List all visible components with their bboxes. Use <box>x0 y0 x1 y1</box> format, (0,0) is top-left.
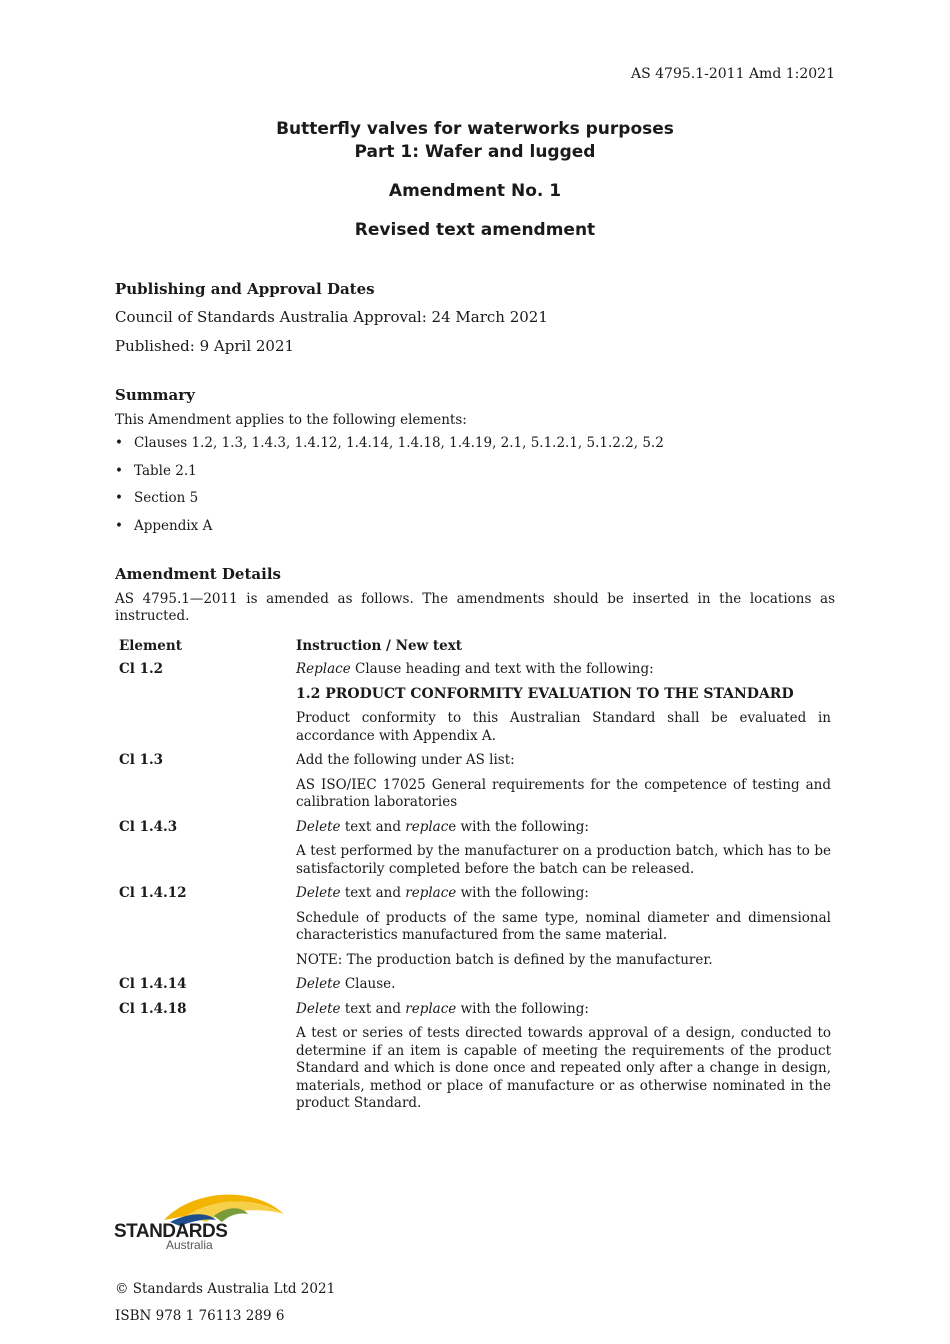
amendment-type: Revised text amendment <box>354 220 596 240</box>
new-text: Product conformity to this Australian Standard shall be evaluated in accordance with Appendix A. <box>296 710 831 744</box>
table-row <box>115 885 835 976</box>
amendment-number: Amendment No. 1 <box>388 181 562 201</box>
summary-section <box>115 386 835 536</box>
instruction-cell <box>296 885 835 976</box>
instruction-text: Replace Clause heading and text with the following: <box>296 661 654 677</box>
copyright-notice: © Standards Australia Ltd 2021 <box>115 1281 336 1297</box>
instruction-text: Add the following under AS list: <box>296 752 515 768</box>
new-text: A test or series of tests directed towards approval of a design, conducted to determine if an item is capable of meeting the requirements of the product Standard and which is done once and repeated only after a change in design, materials, method or place of manufacture or as otherwise nominated in the product Standard. <box>296 1025 831 1111</box>
list-item: • Appendix A <box>115 517 213 534</box>
instruction-cell <box>296 976 835 1001</box>
table-row <box>115 1001 835 1120</box>
table-row <box>115 976 835 1001</box>
bullet-icon: • <box>115 435 123 451</box>
column-header-element: Element <box>119 637 182 654</box>
instruction-cell <box>296 819 835 886</box>
list-item: • Table 2.1 <box>115 462 197 479</box>
isbn-number: ISBN 978 1 76113 289 6 <box>115 1308 285 1324</box>
document-reference: AS 4795.1-2011 Amd 1:2021 <box>631 66 835 82</box>
published-date: Published: 9 April 2021 <box>115 337 295 355</box>
dates-heading: Publishing and Approval Dates <box>115 280 375 298</box>
summary-intro: This Amendment applies to the following elements: <box>115 412 467 428</box>
new-clause-heading: 1.2 PRODUCT CONFORMITY EVALUATION TO THE STANDARD <box>296 685 794 702</box>
logo-wordmark: STANDARDS <box>114 1221 228 1242</box>
standards-australia-logo <box>114 1188 286 1252</box>
instruction-cell <box>296 661 835 752</box>
new-text: AS ISO/IEC 17025 General requirements for the competence of testing and calibration laboratories <box>296 776 831 810</box>
instruction-text: Delete text and replace with the following: <box>296 818 589 835</box>
details-intro: AS 4795.1—2011 is amended as follows. The amendments should be inserted in the locations as instructed. <box>115 590 835 624</box>
bullet-icon: • <box>115 462 123 479</box>
element-cell: Cl 1.4.12 <box>119 885 187 901</box>
instruction-text: Delete Clause. <box>296 976 396 992</box>
new-text: Schedule of products of the same type, nominal diameter and dimensional characteristics manufactured from the same material. <box>296 909 831 943</box>
instruction-text: Delete text and replace with the following: <box>296 885 589 901</box>
instruction-text: Delete text and replace with the following: <box>296 1000 589 1017</box>
dates-section <box>115 280 835 356</box>
title-line-2: Part 1: Wafer and lugged <box>354 142 596 162</box>
summary-heading: Summary <box>115 386 195 404</box>
title-line-1: Butterfly valves for waterworks purposes <box>276 119 674 139</box>
bullet-icon: • <box>115 490 123 506</box>
amendment-details-section <box>115 565 835 1120</box>
bullet-icon: • <box>115 517 123 534</box>
table-header-row <box>115 638 835 662</box>
instruction-cell <box>296 752 835 819</box>
list-item: • Section 5 <box>115 490 199 506</box>
element-cell: Cl 1.3 <box>119 752 164 768</box>
list-item: • Clauses 1.2, 1.3, 1.4.3, 1.4.12, 1.4.14, 1.4.18, 1.4.19, 2.1, 5.1.2.1, 5.1.2.2, 5.2 <box>115 435 664 451</box>
element-cell: Cl 1.4.14 <box>119 976 187 992</box>
element-cell: Cl 1.4.18 <box>119 1000 187 1017</box>
logo-subtitle: Australia <box>166 1238 213 1252</box>
table-row <box>115 819 835 886</box>
instruction-cell <box>296 1001 835 1120</box>
element-cell: Cl 1.2 <box>119 661 164 677</box>
title-block <box>115 118 835 242</box>
new-text: A test performed by the manufacturer on a production batch, which has to be satisfactorily completed before the batch can be released. <box>296 843 831 877</box>
element-cell: Cl 1.4.3 <box>119 818 178 835</box>
summary-list <box>115 434 835 536</box>
column-header-instruction: Instruction / New text <box>296 637 462 654</box>
main-content <box>115 280 835 1120</box>
approval-date: Council of Standards Australia Approval: 24 March 2021 <box>115 308 548 326</box>
amendment-table <box>115 638 835 1120</box>
details-heading: Amendment Details <box>115 564 281 583</box>
table-row <box>115 661 835 752</box>
table-row <box>115 752 835 819</box>
note-text: NOTE: The production batch is defined by the manufacturer. <box>296 951 713 968</box>
